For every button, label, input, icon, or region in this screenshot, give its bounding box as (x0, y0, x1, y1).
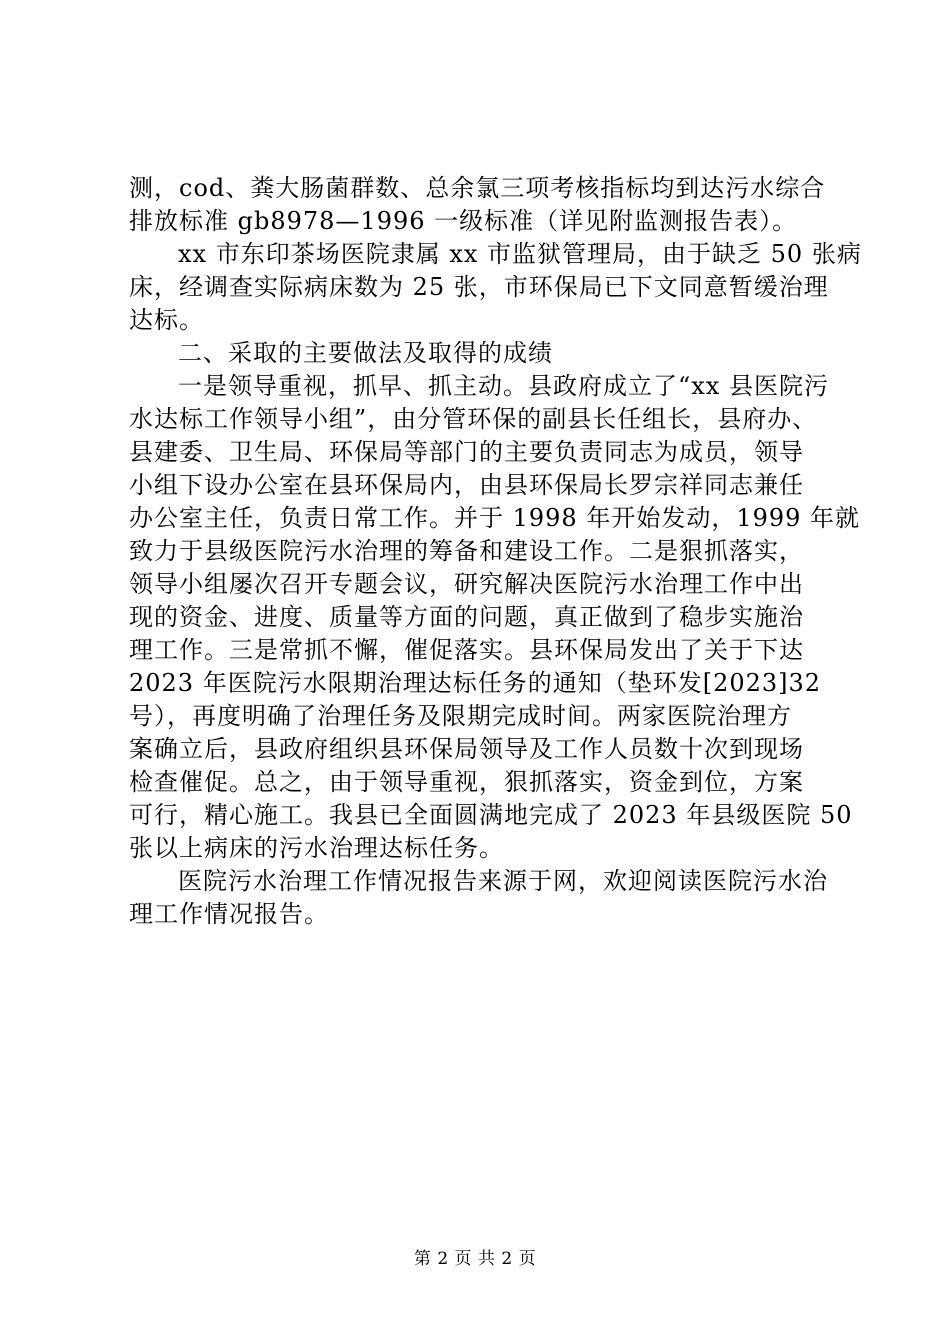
document-body (129, 172, 862, 931)
text-line: 张以上病床的污水治理达标任务。 (129, 834, 504, 862)
section-heading: 二、采取的主要做法及取得的成绩 (178, 339, 553, 367)
text-line: 县建委、卫生局、环保局等部门的主要负责同志为成员，领导 (129, 438, 804, 466)
text-line: 领导小组屡次召开专题会议，研究解决医院污水治理工作中出 (129, 570, 804, 598)
text-line: 达标。 (129, 306, 204, 334)
text-line: 检查催促。总之，由于领导重视，狠抓落实，资金到位，方案 (129, 768, 804, 796)
text-line: 水达标工作领导小组”，由分管环保的副县长任组长，县府办、 (129, 405, 818, 433)
text-line: 案确立后，县政府组织县环保局领导及工作人员数十次到现场 (129, 735, 804, 763)
text-line: 测，cod、粪大肠菌群数、总余氯三项考核指标均到达污水综合 (129, 174, 826, 202)
paragraph-start-line: 一是领导重视，抓早、抓主动。县政府成立了“xx 县医院污 (178, 372, 829, 400)
paragraph-start-line: xx 市东印茶场医院隶属 xx 市监狱管理局，由于缺乏 50 张病 (178, 240, 862, 268)
page-number-footer: 第 2 页 共 2 页 (413, 1249, 537, 1269)
text-line: 理工作。三是常抓不懈，催促落实。县环保局发出了关于下达 (129, 636, 804, 664)
text-line: 可行，精心施工。我县已全面圆满地完成了 2023 年县级医院 50 (129, 801, 853, 829)
text-line: 现的资金、进度、质量等方面的问题，真正做到了稳步实施治 (129, 603, 804, 631)
text-line: 排放标准 gb8978—1996 一级标准（详见附监测报告表）。 (129, 207, 798, 235)
text-line: 致力于县级医院污水治理的筹备和建设工作。二是狠抓落实， (129, 537, 804, 565)
text-line: 号），再度明确了治理任务及限期完成时间。两家医院治理方 (129, 702, 792, 730)
text-line: 小组下设办公室在县环保局内，由县环保局长罗宗祥同志兼任 (129, 471, 804, 499)
text-line: 理工作情况报告。 (129, 900, 329, 928)
text-line: 2023 年医院污水限期治理达标任务的通知（垫环发[2023]32 (129, 669, 822, 697)
paragraph-start-line: 医院污水治理工作情况报告来源于网，欢迎阅读医院污水治 (178, 867, 828, 895)
text-line: 办公室主任，负责日常工作。并于 1998 年开始发动，1999 年就 (129, 504, 861, 532)
text-line: 床，经调查实际病床数为 25 张，市环保局已下文同意暂缓治理 (129, 273, 829, 301)
